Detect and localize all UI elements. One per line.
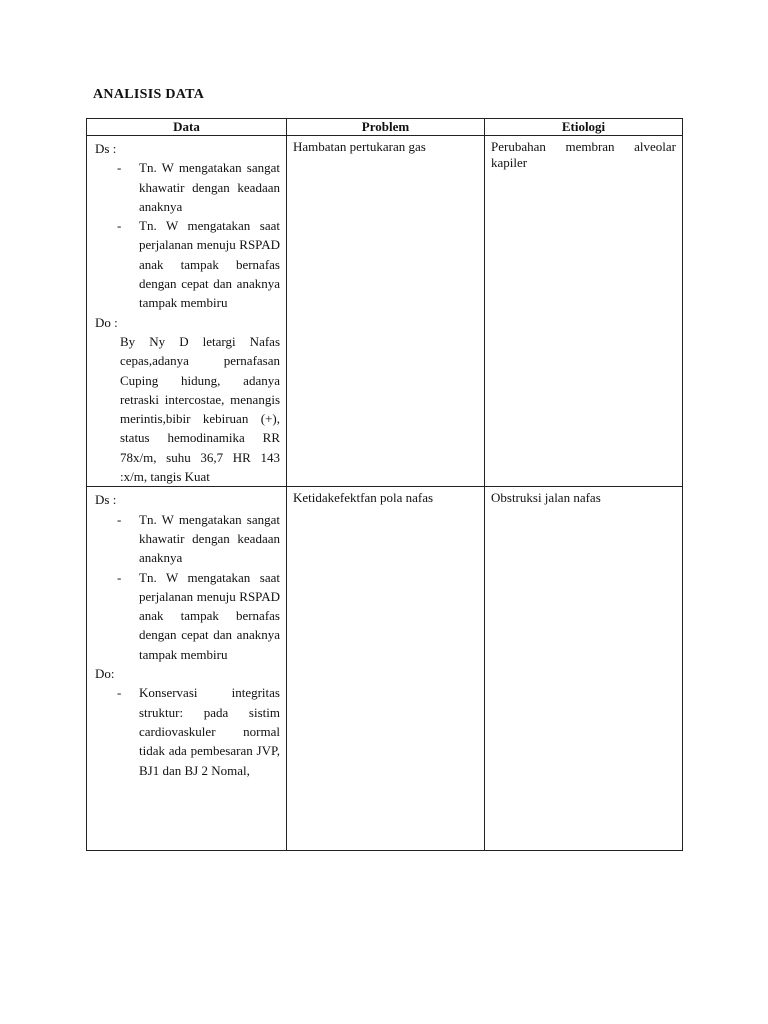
do-item-text: Konservasi integritas struktur: pada sistim cardiovaskuler normal tidak ada pembesaran JVP, BJ1 dan BJ 2 Nomal, (139, 685, 280, 778)
header-data: Data (87, 119, 287, 136)
etiologi-text: Obstruksi jalan nafas (491, 490, 601, 506)
data-cell (87, 487, 287, 851)
data-cell (87, 136, 287, 487)
ds-item-text: Tn. W mengatakan saat perjalanan menuju RSPAD anak tampak bernafas dengan cepat dan anaknya tampak membiru (139, 569, 280, 662)
table-header-row (87, 119, 683, 136)
ds-item-text: Tn. W mengatakan sangat khawatir dengan keadaan anaknya (139, 511, 280, 566)
etiologi-cell (485, 487, 683, 851)
problem-cell (287, 487, 485, 851)
dash-bullet-icon: - (117, 511, 122, 527)
do-text: By Ny D letargi Nafas cepas,adanya pernafasan Cuping hidung, adanya retraski intercostae, menangis merintis,bibir kebiruan (+), status hemodinamika RR 78x/m, suhu 36,7 HR 143 :x/m, tangis Kuat (120, 333, 280, 485)
header-etiologi: Etiologi (485, 119, 683, 136)
do-label: Do : (95, 314, 118, 330)
problem-cell (287, 136, 485, 487)
problem-text: Ketidakefektfan pola nafas (293, 490, 434, 506)
dash-bullet-icon: - (117, 218, 122, 234)
ds-label: Ds : (95, 141, 117, 156)
dash-bullet-icon: - (117, 685, 122, 701)
ds-bullet-item (117, 568, 280, 664)
table-row (87, 487, 683, 851)
do-label: Do: (95, 666, 115, 682)
etiologi-cell (485, 136, 683, 487)
ds-bullet-item (117, 216, 280, 312)
ds-bullet-item (117, 510, 280, 568)
header-problem: Problem (287, 119, 485, 136)
ds-item-text: Tn. W mengatakan sangat khawatir dengan keadaan anaknya (139, 160, 280, 214)
etiologi-text: Perubahan membran alveolar kapiler (491, 139, 676, 170)
dash-bullet-icon: - (117, 569, 122, 585)
analysis-table (86, 118, 683, 851)
ds-item-text: Tn. W mengatakan saat perjalanan menuju RSPAD anak tampak bernafas dengan cepat dan anaknya tampak membiru (139, 218, 280, 311)
page-title: ANALISIS DATA (93, 87, 205, 102)
dash-bullet-icon: - (117, 160, 122, 176)
table-row (87, 136, 683, 487)
problem-text: Hambatan pertukaran gas (293, 139, 426, 154)
ds-label: Ds : (95, 492, 117, 508)
ds-bullet-item (117, 158, 280, 216)
do-bullet-item (117, 683, 280, 779)
